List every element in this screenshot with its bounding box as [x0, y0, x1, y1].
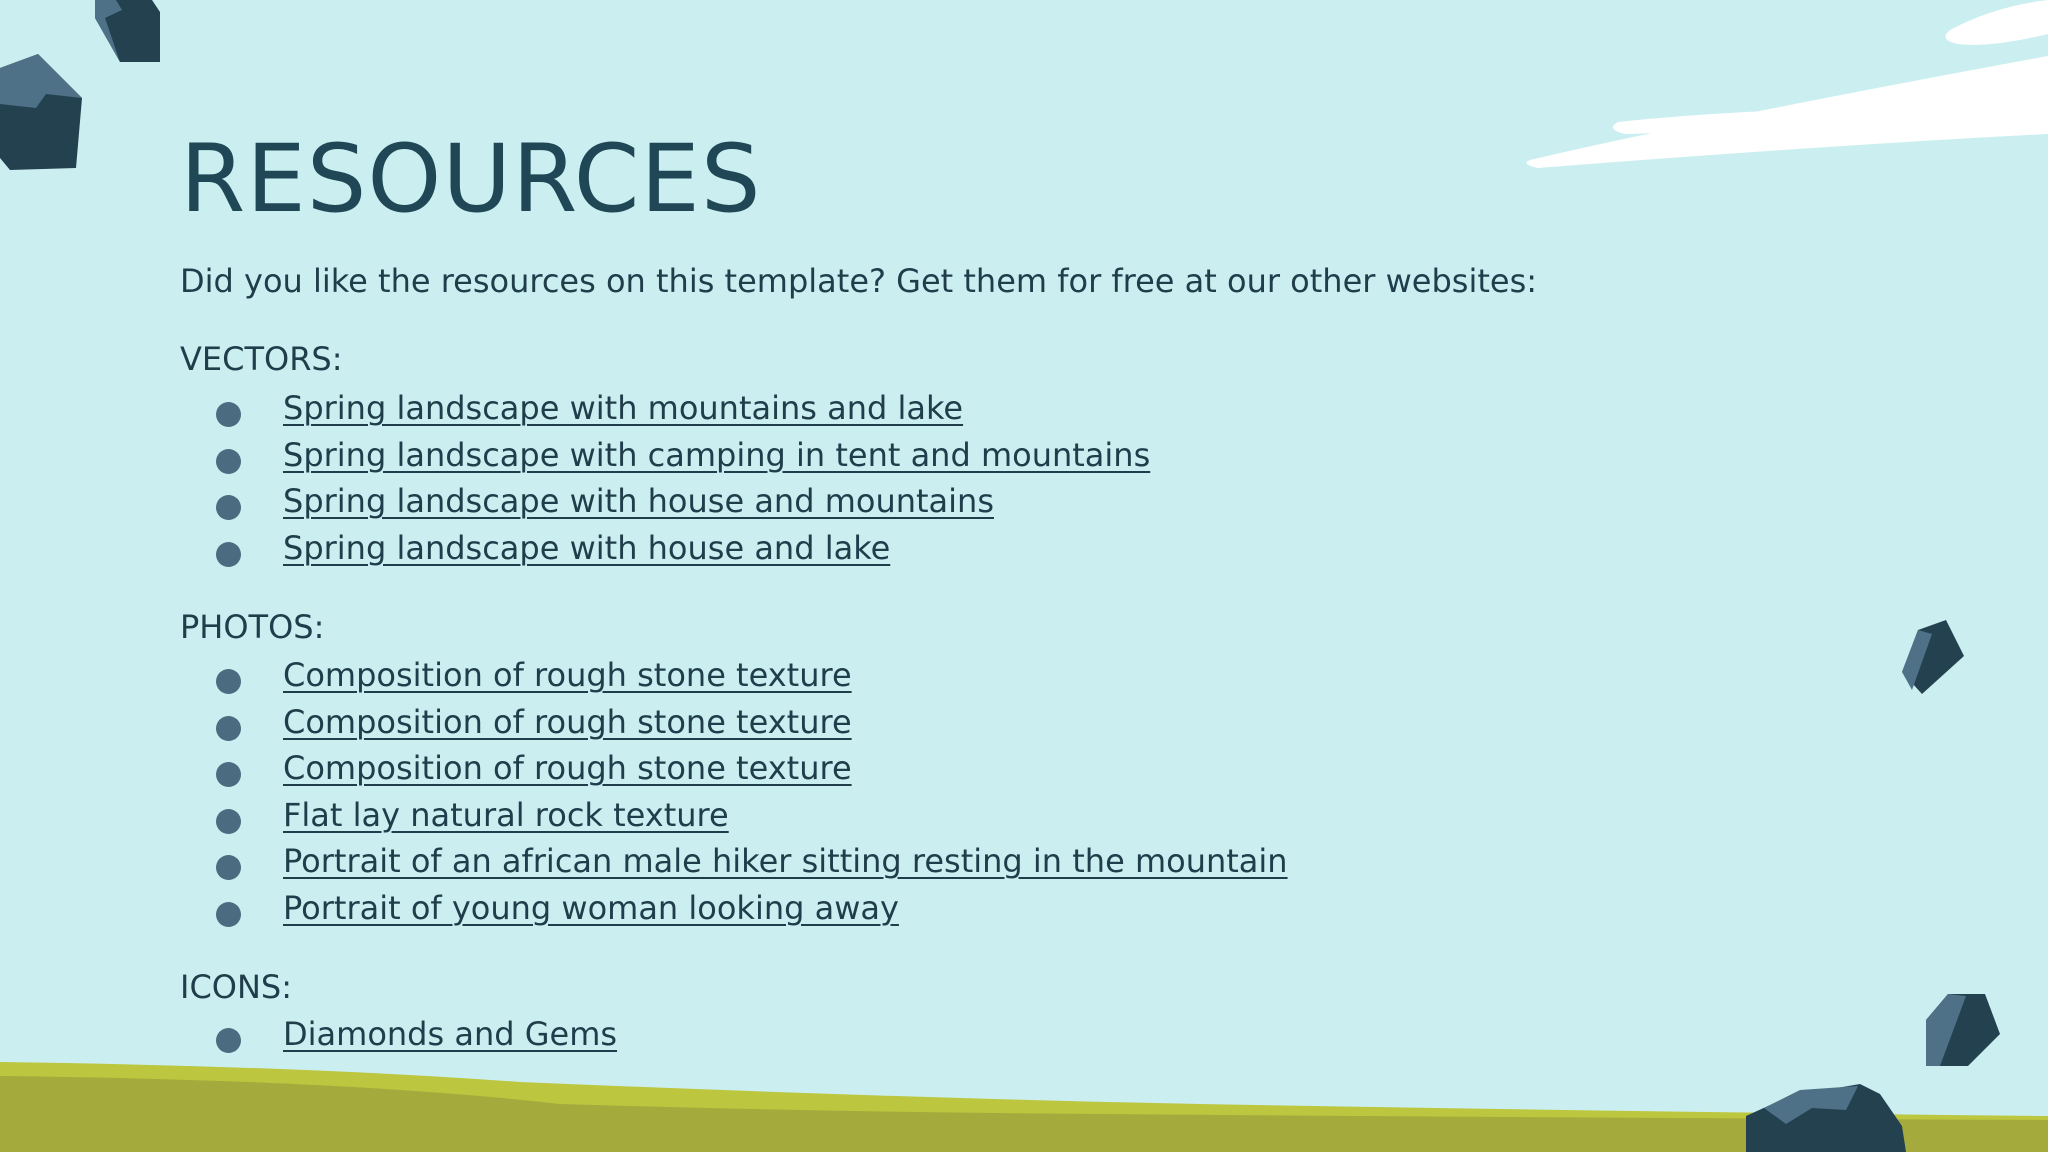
bullet-icon — [216, 669, 241, 694]
resource-link[interactable]: Spring landscape with house and mountains — [283, 482, 994, 520]
intro-text: Did you like the resources on this template? Get them for free at our other websites: — [180, 262, 1538, 300]
resource-link[interactable]: Spring landscape with mountains and lake — [283, 389, 964, 427]
bullet-icon — [216, 402, 241, 427]
bullet-icon — [216, 495, 241, 520]
rock-top-left-small — [95, 0, 160, 62]
resource-link[interactable]: Portrait of an african male hiker sitting resting in the mountain — [283, 842, 1288, 880]
section-label-icons: ICONS: — [180, 968, 292, 1006]
resource-link[interactable]: Portrait of young woman looking away — [283, 888, 899, 927]
bullet-icon — [216, 716, 241, 741]
page-title: RESOURCES — [180, 125, 762, 234]
bullet-icon — [216, 809, 241, 834]
resource-link[interactable]: Composition of rough stone texture — [283, 656, 852, 694]
section-label-photos: PHOTOS: — [180, 608, 325, 646]
bullet-icon — [216, 855, 241, 880]
bullet-icon — [216, 762, 241, 787]
resource-link[interactable]: Diamonds and Gems — [283, 1015, 618, 1053]
resource-link[interactable]: Spring landscape with camping in tent and mountains — [283, 435, 1151, 474]
rock-left-large — [0, 54, 82, 170]
resource-link[interactable]: Flat lay natural rock texture — [283, 795, 729, 834]
cloud-stroke-top — [1946, 0, 2048, 45]
bullet-icon — [216, 542, 241, 567]
resource-link[interactable]: Spring landscape with house and lake — [283, 528, 891, 567]
bullet-icon — [216, 1028, 241, 1053]
bullet-icon — [216, 902, 241, 927]
rock-bottom-right — [1746, 1084, 1906, 1152]
rock-right-lower — [1926, 994, 2000, 1066]
bullet-icon — [216, 449, 241, 474]
cloud-stroke-bottom — [1526, 56, 2048, 168]
rock-right-middle — [1902, 620, 1964, 694]
section-label-vectors: VECTORS: — [180, 340, 343, 378]
resource-link[interactable]: Composition of rough stone texture — [283, 749, 852, 787]
resource-link[interactable]: Composition of rough stone texture — [283, 702, 852, 741]
